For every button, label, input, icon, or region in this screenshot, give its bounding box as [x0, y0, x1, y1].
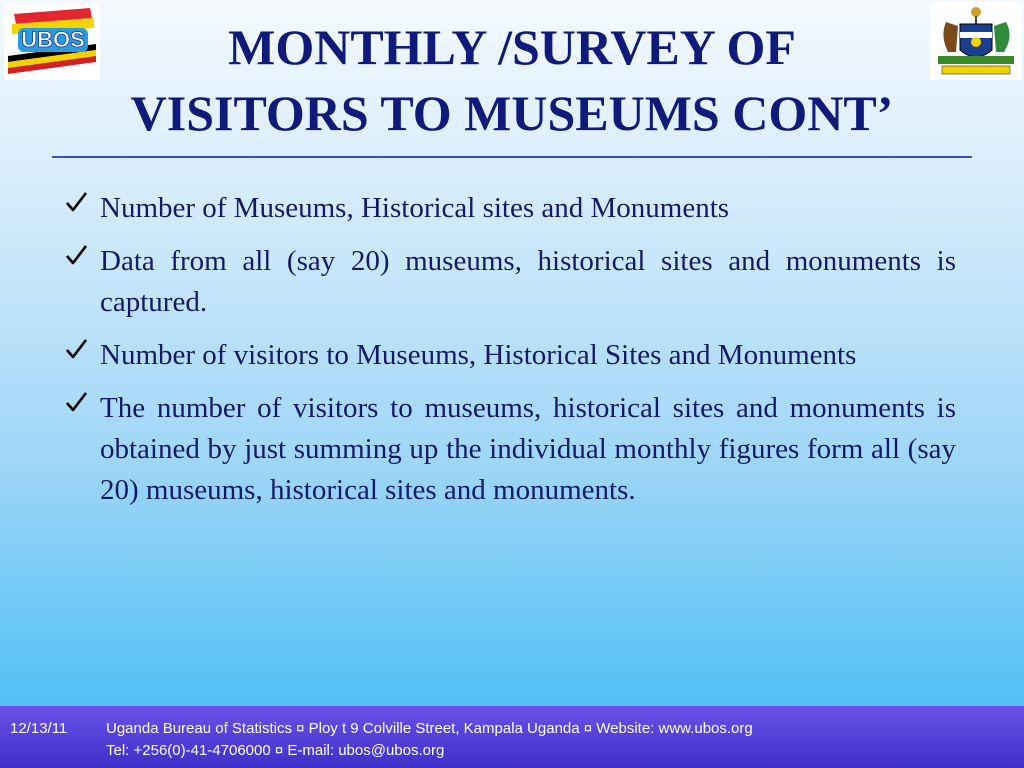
bullet-item — [64, 335, 956, 376]
slide-title-line-2: VISITORS TO MUSEUMS CONT’ — [130, 85, 894, 141]
ubos-logo-text: UBOS — [21, 27, 85, 52]
bullet-list — [64, 188, 956, 523]
slide-title — [60, 14, 964, 146]
bullet-text: The number of visitors to museums, historical sites and monuments is obtained by just summing up the individual monthly figures form all (say 20) museums, historical sites and monuments. — [100, 392, 956, 506]
bullet-item — [64, 188, 956, 229]
bullet-text: Number of visitors to Museums, Historical Sites and Monuments — [100, 339, 857, 371]
footer-address: Uganda Bureau of Statistics ¤ Ploy t 9 Colville Street, Kampala Uganda ¤ Website: www.ubos.org — [106, 720, 753, 737]
checkmark-icon — [64, 190, 88, 214]
slide-footer — [0, 706, 1024, 768]
slide-title-line-1: MONTHLY /SURVEY OF — [228, 19, 796, 75]
bullet-text: Number of Museums, Historical sites and Monuments — [100, 192, 730, 224]
bullet-item — [64, 241, 956, 323]
checkmark-icon — [64, 337, 88, 361]
bullet-text: Data from all (say 20) museums, historical sites and monuments is captured. — [100, 245, 956, 318]
footer-contact: Tel: +256(0)-41-4706000 ¤ E-mail: ubos@ubos.org — [106, 742, 445, 759]
checkmark-icon — [64, 390, 88, 414]
footer-date: 12/13/11 — [10, 720, 68, 737]
title-divider — [52, 156, 972, 158]
checkmark-icon — [64, 243, 88, 267]
bullet-item — [64, 388, 956, 511]
